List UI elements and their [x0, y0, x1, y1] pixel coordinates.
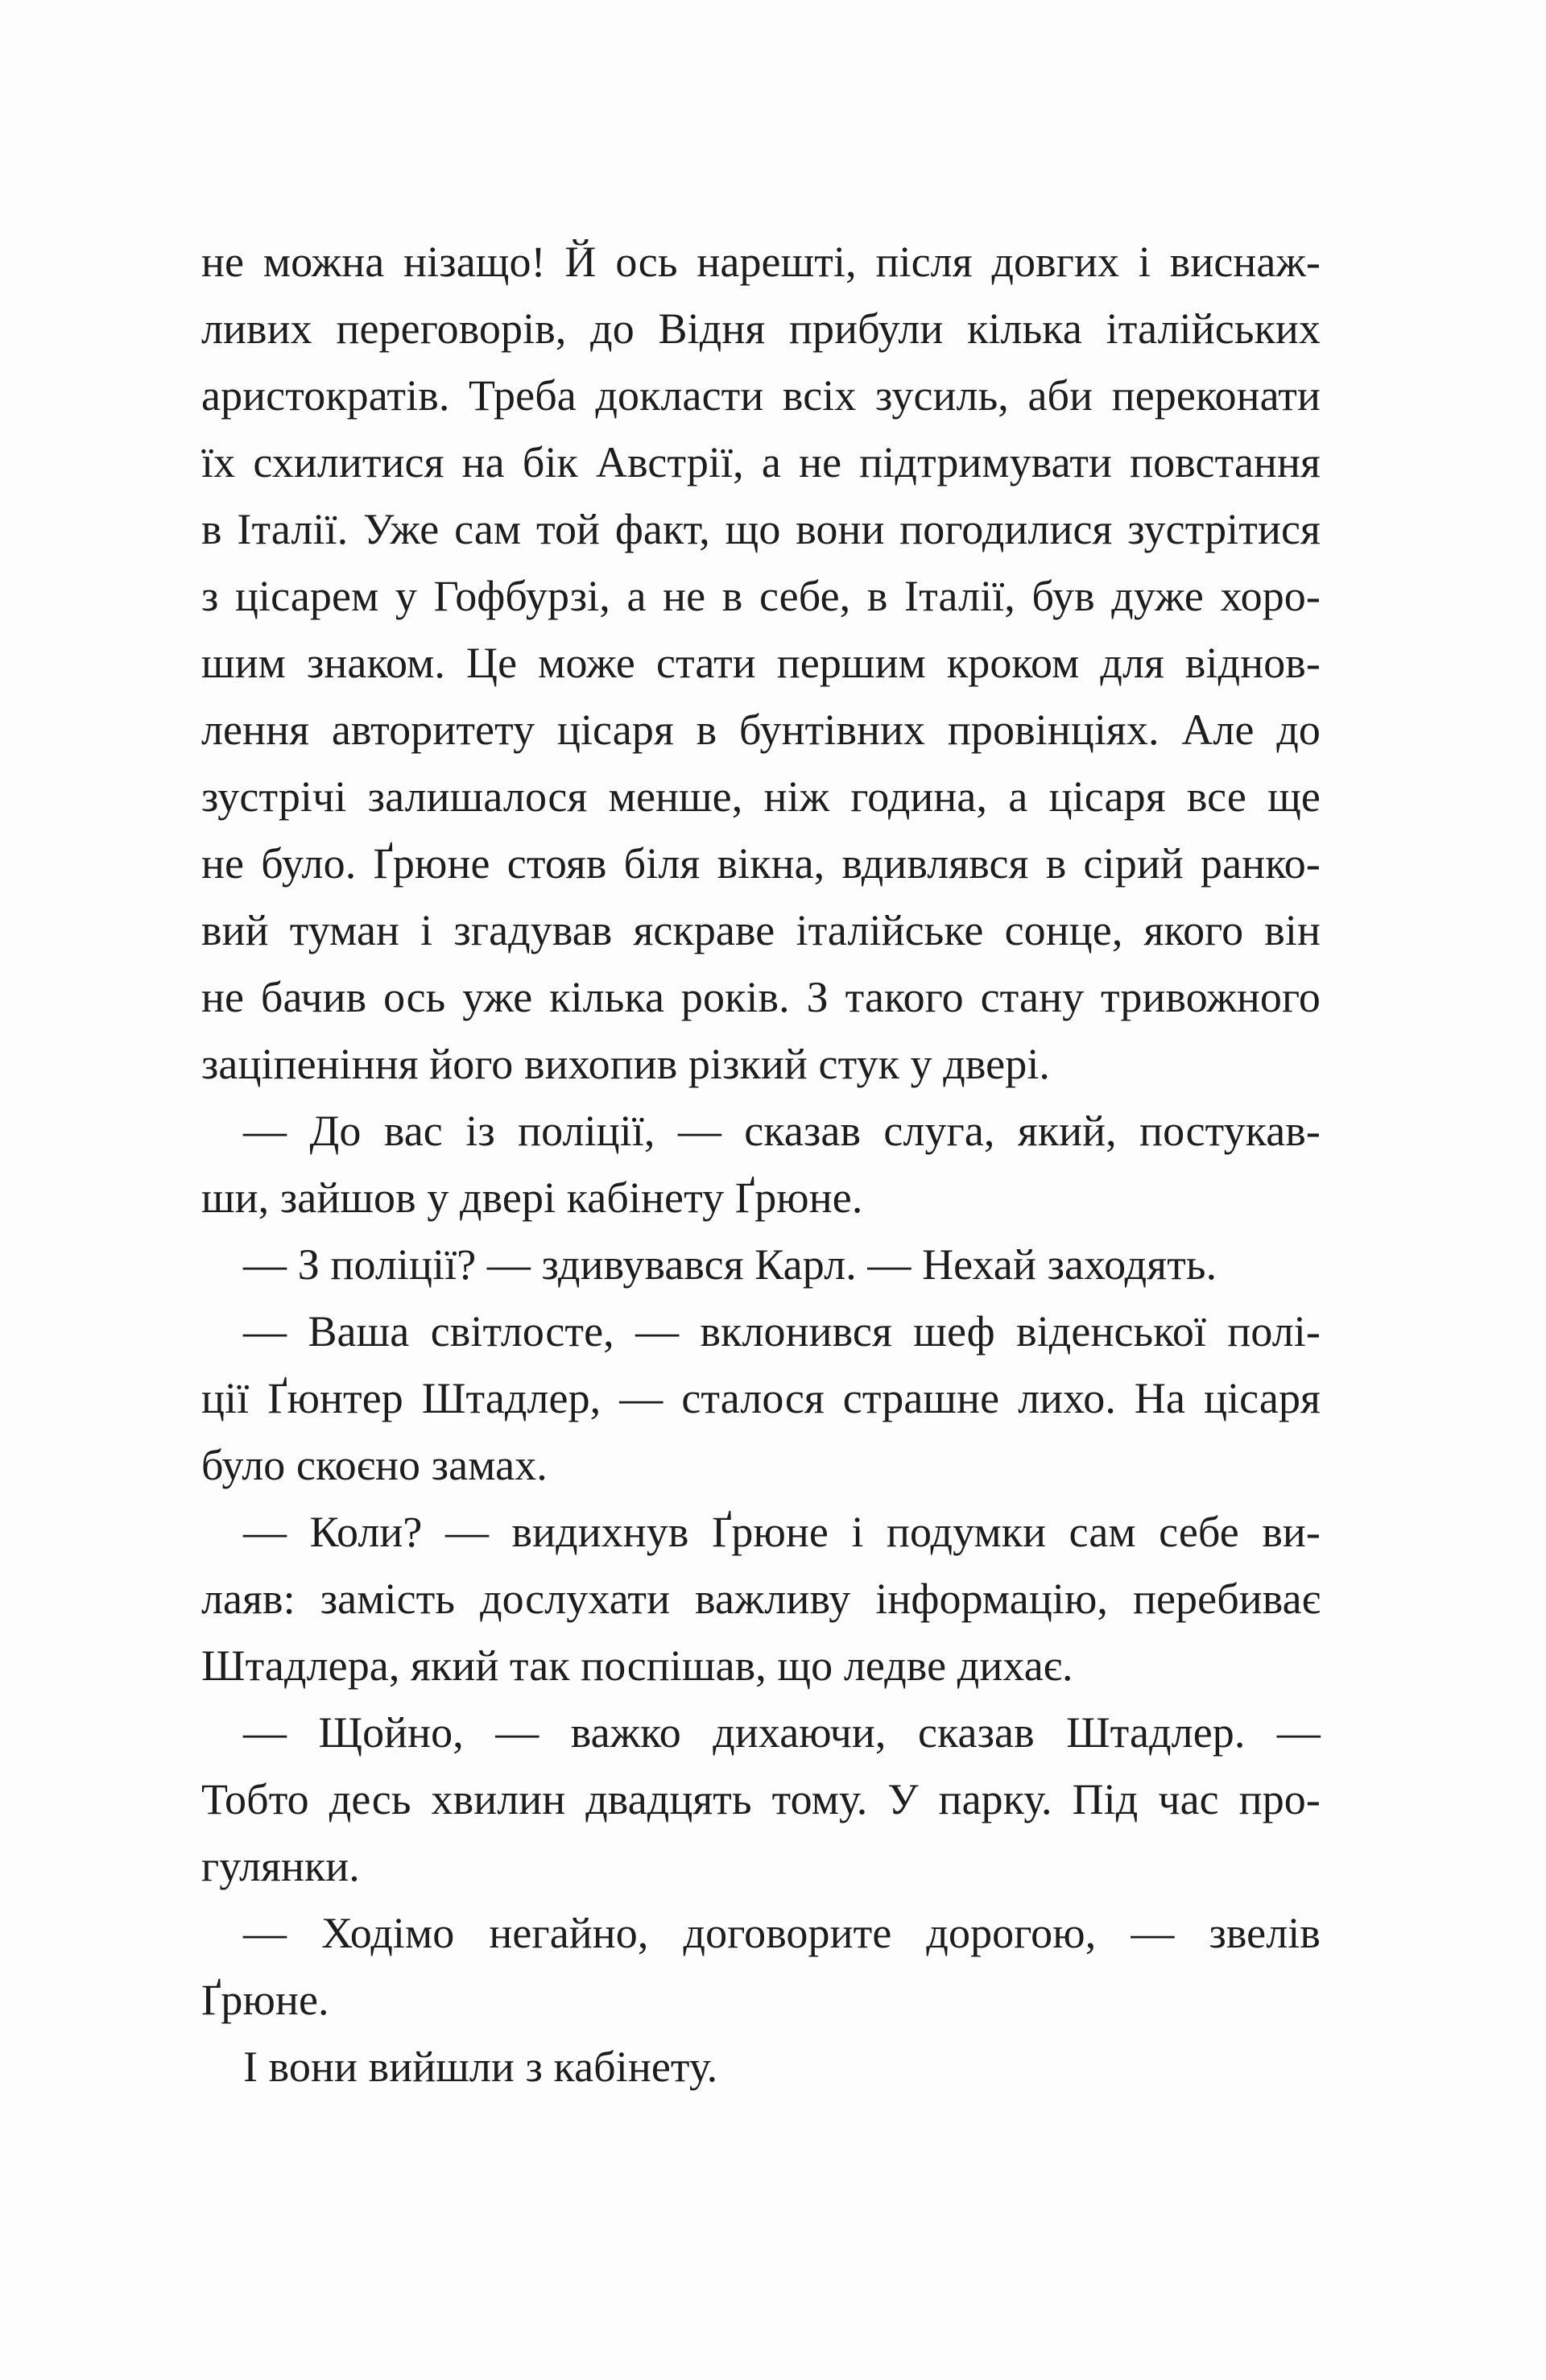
text-line: було скоєно замах.: [201, 1441, 548, 1489]
text-line: — Коли? — видихнув Ґрюне і подумки сам себе ви-: [243, 1508, 1321, 1556]
text-line: І вони вийшли з кабінету.: [243, 2043, 718, 2091]
text-line: не було. Ґрюне стояв біля вікна, вдивлявся в сірий ранко-: [201, 839, 1321, 888]
text-line: заціпеніння його вихопив різкий стук у двері.: [201, 1040, 1051, 1088]
text-line: — Щойно, — важко дихаючи, сказав Штадлер. —: [243, 1708, 1321, 1757]
text-line: не бачив ось уже кілька років. З такого стану тривожного: [201, 973, 1321, 1021]
text-line: аристократів. Треба докласти всіх зусиль, аби переконати: [201, 371, 1321, 420]
text-line: ції Ґюнтер Штадлер, — сталося страшне лихо. На цісаря: [201, 1374, 1321, 1422]
text-line: ливих переговорів, до Відня прибули кілька італійських: [201, 304, 1321, 353]
text-line: — Ваша світлосте, — вклонився шеф віденської полі-: [243, 1307, 1321, 1356]
text-line: Ґрюне.: [201, 1976, 329, 2024]
text-line: лаяв: замість дослухати важливу інформацію, перебиває: [201, 1575, 1321, 1623]
text-line: Тобто десь хвилин двадцять тому. У парку. Під час про-: [201, 1775, 1321, 1823]
text-line: їх схилитися на бік Австрії, а не підтримувати повстання: [201, 438, 1321, 486]
text-line: з цісарем у Гофбурзі, а не в себе, в Італії, був дуже хоро-: [201, 572, 1321, 620]
text-line: лення авторитету цісаря в бунтівних провінціях. Але до: [201, 706, 1321, 754]
text-line: ши, зайшов у двері кабінету Ґрюне.: [201, 1173, 863, 1222]
text-line: — З поліції? — здивувався Карл. — Нехай заходять.: [243, 1240, 1217, 1289]
text-line: — До вас із поліції, — сказав слуга, який, постукав-: [243, 1107, 1321, 1155]
text-line: зустрічі залишалося менше, ніж година, а цісаря все ще: [201, 772, 1321, 821]
text-line: Штадлера, який так поспішав, що ледве дихає.: [201, 1641, 1073, 1690]
text-line: гулянки.: [201, 1842, 360, 1890]
text-line: — Ходімо негайно, договорите дорогою, — звелів: [243, 1909, 1321, 1957]
page-text-block: [201, 229, 1321, 2101]
text-line: не можна нізащо! Й ось нарешті, після довгих і виснаж-: [201, 238, 1321, 286]
text-line: шим знаком. Це може стати першим кроком для віднов-: [201, 639, 1321, 687]
text-line: в Італії. Уже сам той факт, що вони погодилися зустрітися: [201, 505, 1321, 553]
text-line: вий туман і згадував яскраве італійське сонце, якого він: [201, 906, 1321, 954]
